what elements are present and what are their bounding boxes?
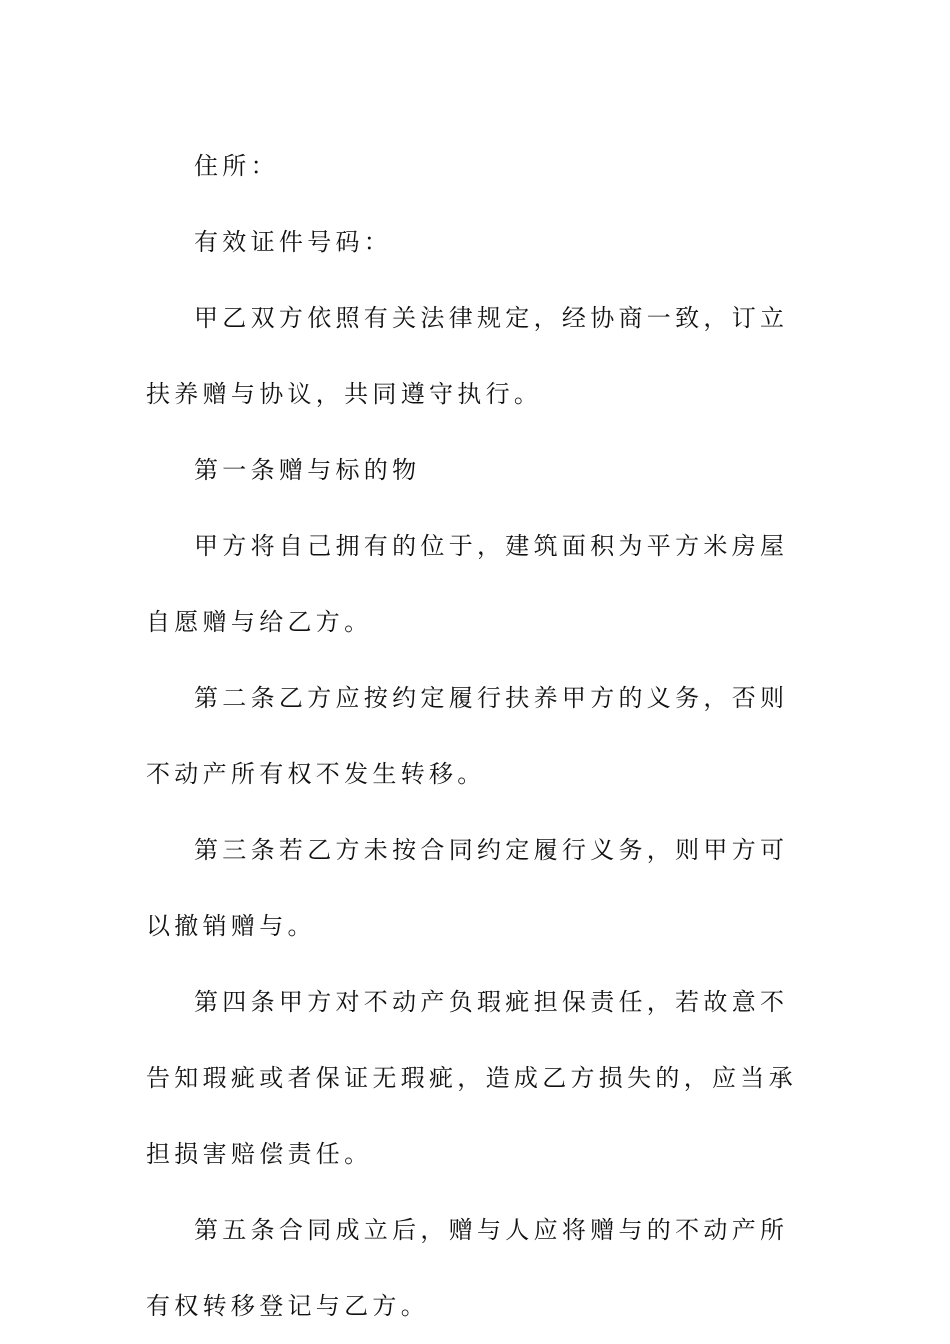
paragraph-article-5: 第五条合同成立后，赠与人应将赠与的不动产所有权转移登记与乙方。 xyxy=(146,1216,789,1320)
document-body xyxy=(146,128,808,1344)
paragraph-article-3: 第三条若乙方未按合同约定履行义务，则甲方可以撤销赠与。 xyxy=(146,836,789,940)
paragraph-article-1-heading: 第一条赠与标的物 xyxy=(194,456,421,484)
paragraph-id-number: 有效证件号码： xyxy=(194,228,393,256)
paragraph-address: 住所： xyxy=(194,152,279,180)
paragraph-article-2: 第二条乙方应按约定履行扶养甲方的义务，否则不动产所有权不发生转移。 xyxy=(146,684,789,788)
paragraph-article-4: 第四条甲方对不动产负瑕疵担保责任，若故意不告知瑕疵或者保证无瑕疵，造成乙方损失的，应当承担损害赔偿责任。 xyxy=(146,988,797,1168)
paragraph-article-1-body: 甲方将自己拥有的位于，建筑面积为平方米房屋自愿赠与给乙方。 xyxy=(146,532,789,636)
paragraph-agreement-intro: 甲乙双方依照有关法律规定，经协商一致，订立扶养赠与协议，共同遵守执行。 xyxy=(146,304,789,408)
